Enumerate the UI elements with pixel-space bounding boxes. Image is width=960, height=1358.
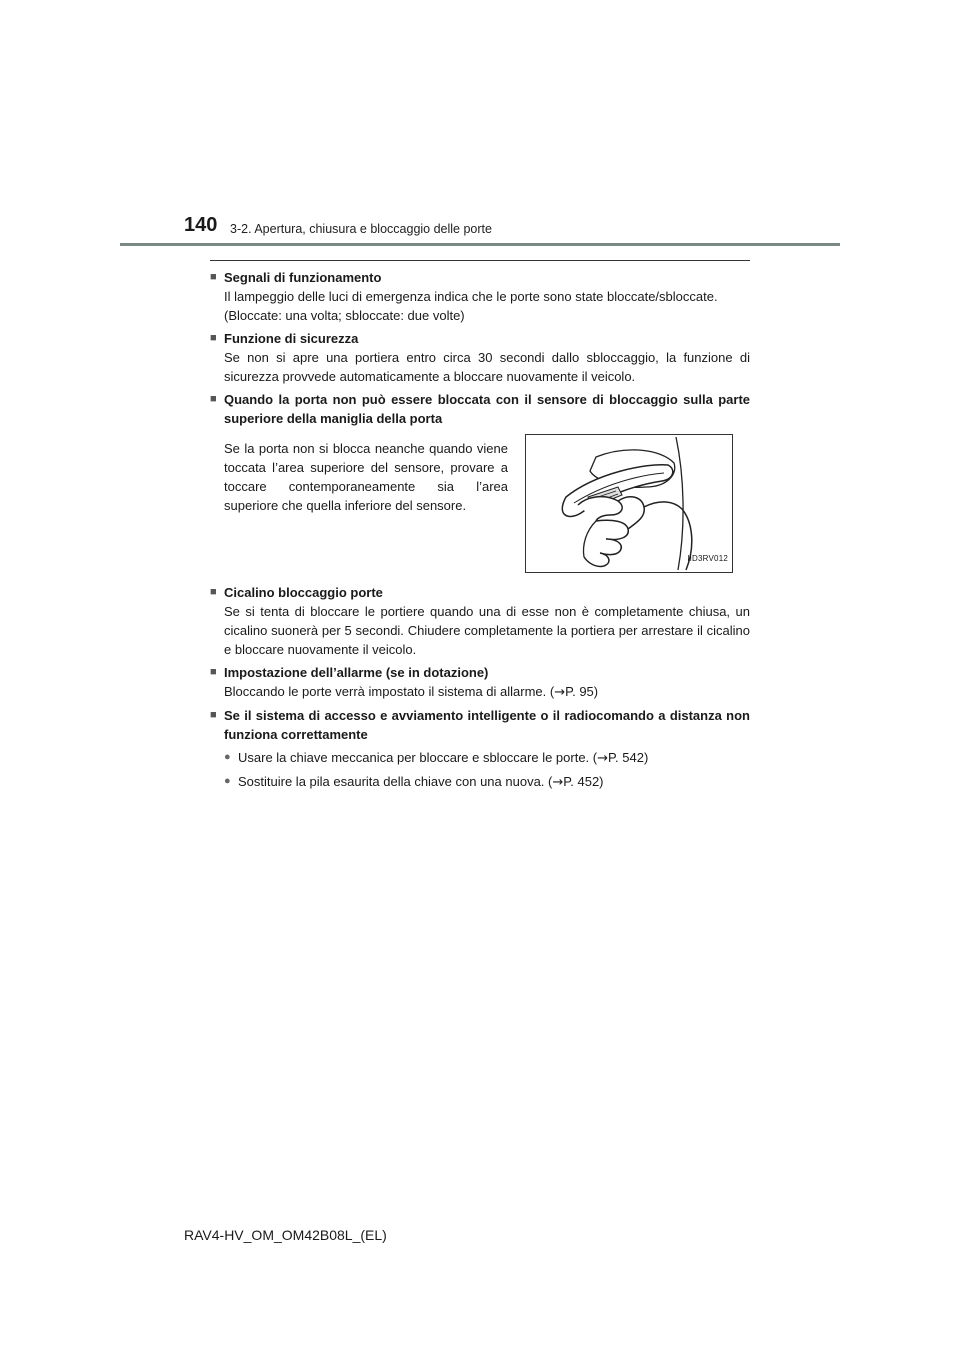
section-alarm-setting (210, 663, 750, 702)
section-smart-entry-malfunction (210, 706, 750, 792)
page-number: 140 (184, 214, 218, 236)
reference-arrow-icon: → (554, 685, 566, 700)
section-heading (210, 583, 750, 602)
section-body (224, 602, 750, 659)
section-operation-signals (210, 268, 750, 325)
section-title: Cicalino bloccaggio porte (224, 585, 383, 600)
section-body (224, 287, 750, 325)
section-body (224, 682, 750, 702)
reference-arrow-icon: → (597, 751, 609, 766)
bullet-icon: ● (224, 775, 231, 787)
list-item (224, 772, 750, 792)
square-marker-icon: ■ (210, 666, 217, 678)
body-line: Il lampeggio delle luci di emergenza indica che le porte sono state bloccate/sbloccate. (224, 289, 718, 304)
body-text: Bloccando le porte verrà impostato il sistema di allarme. ( (224, 684, 555, 699)
manual-code-footer: RAV4-HV_OM_OM42B08L_(EL) (184, 1227, 387, 1243)
section-heading (210, 390, 750, 428)
body-line: Se non si apre una portiera entro circa 30 secondi dallo sbloccaggio, la funzione di sicurezza provvede automaticamente a bloccare nuovamente il veicolo. (224, 350, 750, 384)
body-line: Se si tenta di bloccare le portiere quando una di esse non è completamente chiusa, un cicalino suonerà per 5 secondi. Chiudere completamente la portiera per arrestare il cicalino e bloccare nuovamente il veicolo. (224, 604, 750, 657)
section-rule (210, 260, 750, 261)
section-title: Funzione di sicurezza (224, 331, 359, 346)
bullet-text: Sostituire la pila esaurita della chiave con una nuova. (→P. 452) (238, 774, 604, 790)
figure-description: Se la porta non si blocca neanche quando viene toccata l’area superiore del sensore, provare a toccare contemporaneamente sia l’area superiore che quella inferiore del sensore. (224, 441, 508, 513)
section-title: Segnali di funzionamento (224, 270, 382, 285)
section-title: Se il sistema di accesso e avviamento intelligente o il radiocomando a distanza non funziona correttamente (224, 708, 750, 742)
section-title: Quando la porta non può essere bloccata con il sensore di bloccaggio sulla parte superiore della maniglia della porta (224, 392, 750, 426)
figure-code: IID3RV012 (687, 554, 728, 563)
square-marker-icon: ■ (210, 709, 217, 721)
bullet-icon: ● (224, 751, 231, 763)
page-reference[interactable]: P. 542) (608, 750, 649, 765)
square-marker-icon: ■ (210, 332, 217, 344)
body-line: (Bloccate: una volta; sbloccate: due volte) (224, 308, 465, 323)
section-heading (210, 663, 750, 682)
page-reference[interactable]: P. 452) (563, 774, 604, 789)
running-head: 3-2. Apertura, chiusura e bloccaggio delle porte (230, 222, 492, 236)
reference-arrow-icon: → (552, 775, 564, 790)
section-title: Impostazione dell’allarme (se in dotazione) (224, 665, 489, 680)
section-door-buzzer (210, 583, 750, 659)
header-rule (120, 243, 840, 246)
section-lock-sensor (210, 390, 750, 573)
section-heading (210, 329, 750, 348)
door-handle-illustration (525, 434, 733, 573)
figure-row (224, 434, 750, 573)
bullet-text: Usare la chiave meccanica per bloccare e sbloccare le porte. (→P. 542) (238, 750, 649, 766)
square-marker-icon: ■ (210, 271, 217, 283)
list-item (224, 748, 750, 768)
square-marker-icon: ■ (210, 586, 217, 598)
square-marker-icon: ■ (210, 393, 217, 405)
section-heading (210, 268, 750, 287)
content (210, 268, 750, 796)
page-reference[interactable]: P. 95) (565, 684, 599, 699)
section-body (224, 348, 750, 386)
section-heading (210, 706, 750, 744)
section-security-function (210, 329, 750, 386)
